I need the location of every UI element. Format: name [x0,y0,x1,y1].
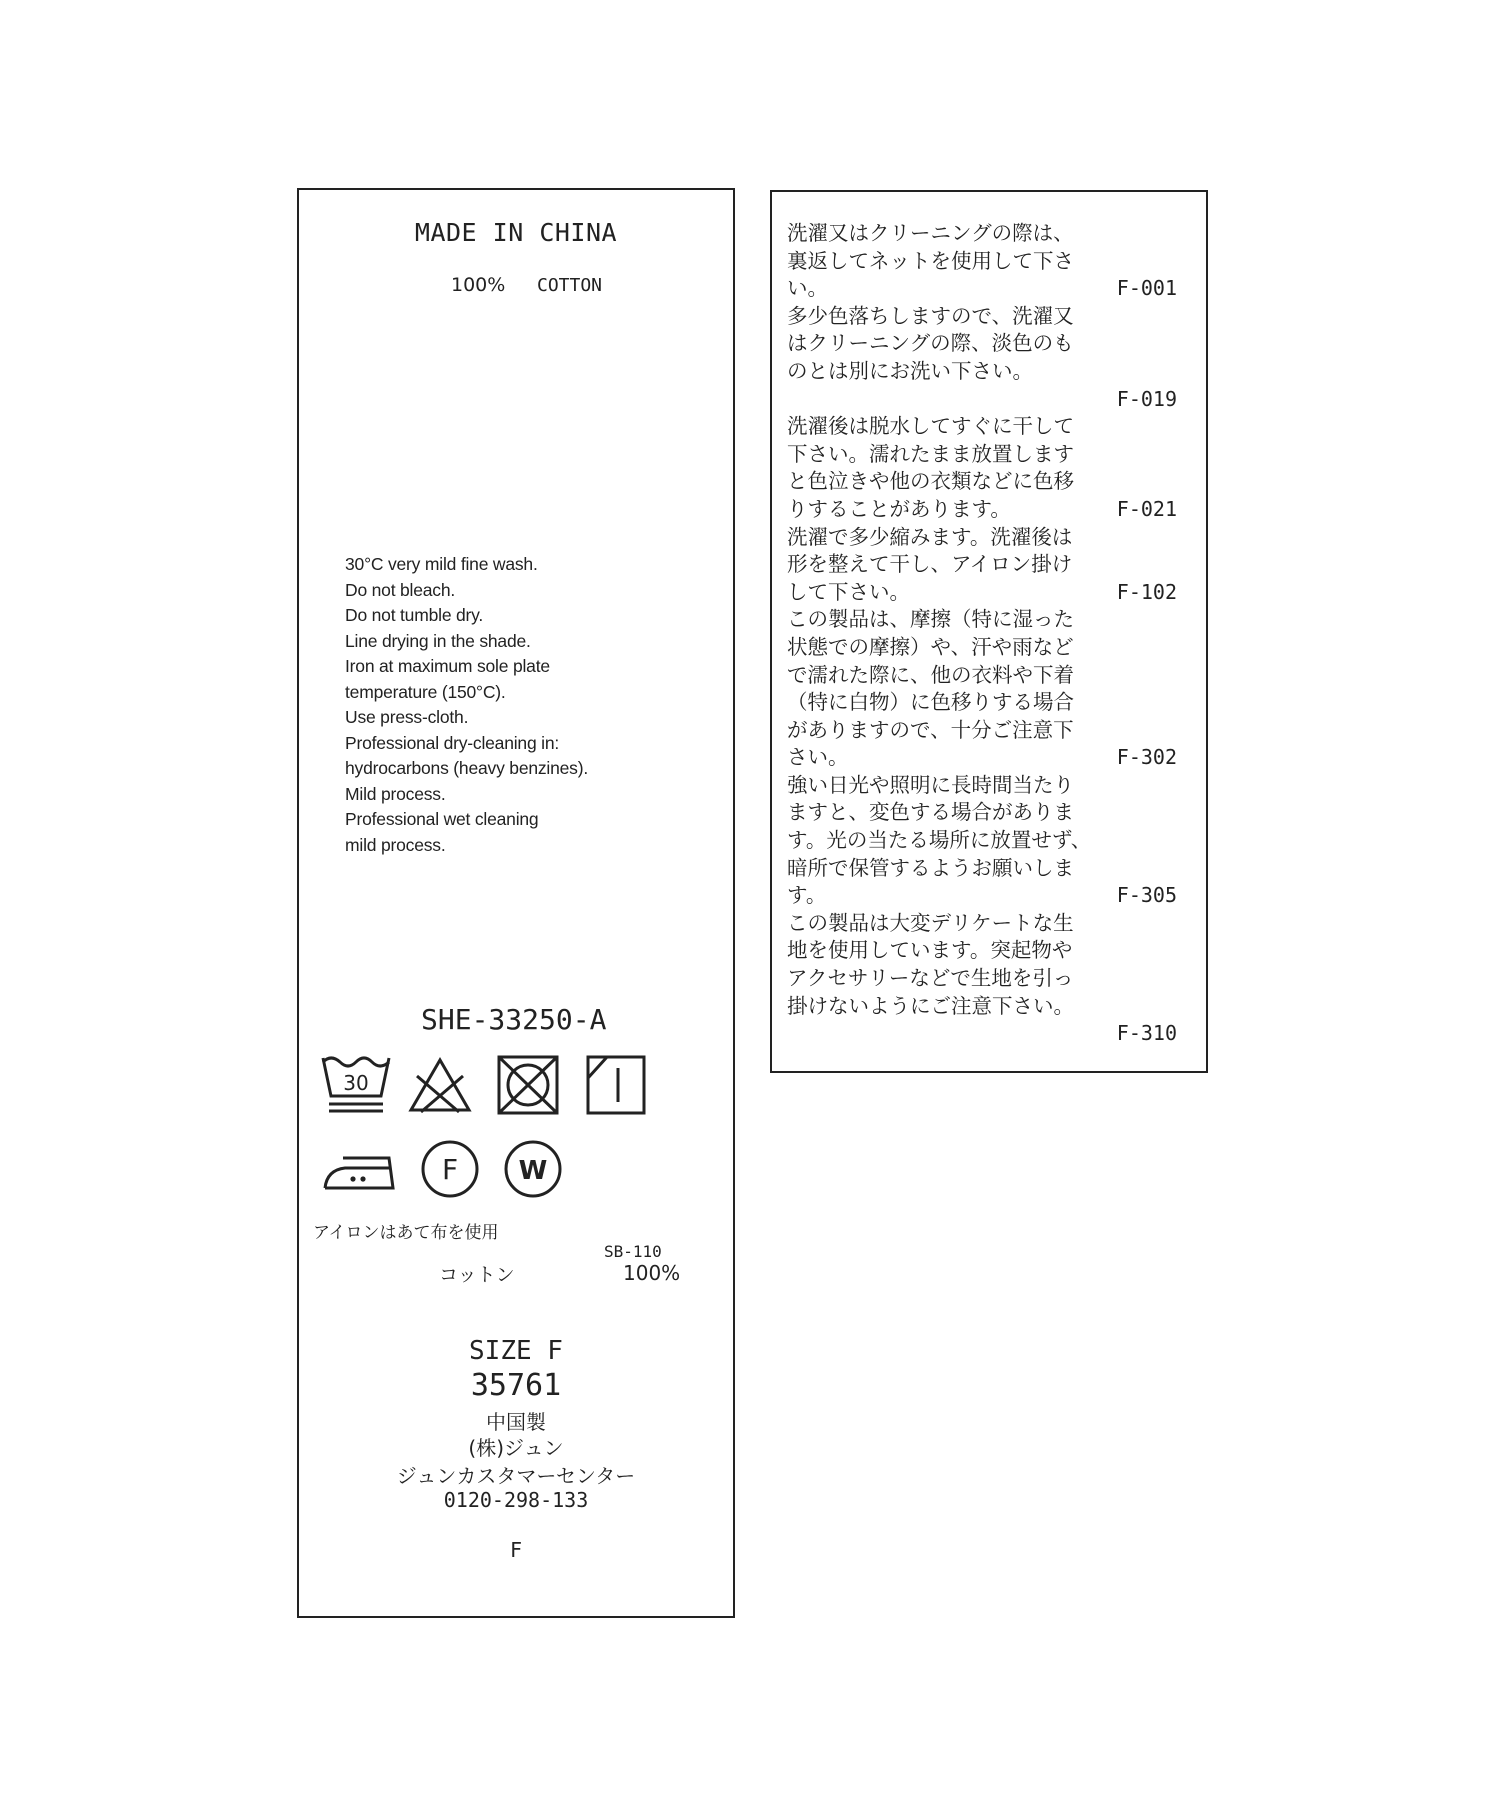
care-note-text: 暗所で保管するようお願いしま [787,855,1074,880]
care-line: Do not bleach. [345,579,456,600]
care-note-text: アクセサリーなどで生地を引っ [787,966,1074,991]
care-line: mild process. [345,834,446,855]
size-text: SIZE F [469,1336,563,1366]
care-note-line [787,937,1147,965]
iron-medium-icon [319,1148,395,1194]
care-line: Iron at maximum sole plate [345,656,550,676]
care-note-line [787,855,1147,883]
care-line: temperature (150°C). [345,681,506,702]
care-note-text: 多少色落ちしますので、洗濯又 [787,303,1074,328]
care-note-line [787,606,1147,634]
wet-clean-w-icon [502,1138,564,1200]
phone-number: 0120-298-133 [443,1488,589,1512]
care-note-text: この製品は、摩擦（特に湿った [787,607,1074,632]
care-note-text: 掛けないようにご注意下さい。 [787,993,1074,1018]
care-note-line [787,413,1147,441]
care-note-code: F-001 [1116,276,1177,301]
care-note-text: 洗濯又はクリーニングの際は、 [787,221,1074,245]
care-note-line [787,220,1147,248]
care-note-line [787,993,1147,1021]
care-note-line [787,579,1177,607]
care-note-code: F-021 [1116,496,1177,521]
care-note-text: 下さい。濡れたまま放置します [787,441,1074,466]
care-line: 30°C very mild fine wash. [345,554,538,574]
care-note-line [787,689,1147,717]
care-note-line [787,441,1147,469]
care-note-line [787,662,1147,690]
dry-clean-letter: F [441,1153,459,1186]
care-note-text: この製品は大変デリケートな生 [787,910,1074,935]
care-note-code: F-019 [1116,386,1177,411]
care-note-line [787,303,1147,331]
wet-clean-letter: W [518,1156,548,1186]
care-note-text: がありますので、十分ご注意下 [787,717,1074,742]
care-line: Do not tumble dry. [345,605,484,625]
care-note-code: F-305 [1116,883,1177,908]
care-line: Professional dry-cleaning in: [345,732,560,753]
care-note-text: りすることがあります。 [787,496,1011,521]
care-label-right [770,190,1208,1073]
care-note-text: （特に白物）に色移りする場合 [787,690,1074,715]
care-note-text: 形を整えて干し、アイロン掛け [787,552,1073,577]
care-note-line [787,275,1177,303]
care-note-text: 洗濯で多少縮みます。洗濯後は [787,524,1073,549]
care-note-line [787,717,1147,745]
care-note-line [787,468,1147,496]
dry-clean-f-icon [419,1138,481,1200]
care-note-line [787,358,1147,386]
care-note-text: 洗濯後は脱水してすぐに干して [787,414,1074,439]
care-note-line [787,524,1147,552]
line-dry-shade-icon [585,1054,647,1116]
care-note-line [787,772,1147,800]
care-note-text: ますと、変色する場合がありま [787,800,1074,825]
fiber-percent-jp: 100% [623,1261,681,1285]
care-line: Professional wet cleaning [345,809,539,829]
care-line: Line drying in the shade. [345,630,531,651]
care-note-text: 状態での摩擦）や、汗や雨など [787,634,1074,659]
care-note-text: して下さい。 [787,579,910,604]
care-line: Use press-cloth. [345,707,469,727]
no-bleach-icon [407,1056,473,1114]
company-name: (株)ジュン [468,1436,564,1460]
care-note-line [787,551,1147,579]
care-note-text: す。 [787,883,827,908]
care-line: hydrocarbons (heavy benzines). [345,758,589,778]
fiber-name-jp: コットン [439,1264,515,1286]
customer-center: ジュンカスタマーセンター [396,1464,636,1488]
care-note-text: と色泣きや他の衣類などに色移 [787,469,1074,494]
care-note-line [787,744,1177,772]
care-note-text: す。光の当たる場所に放置せず、 [787,828,1092,853]
iron-note: アイロンはあて布を使用 [313,1223,499,1243]
care-note-line [787,386,1177,414]
care-instructions-en [345,552,588,858]
care-line: Mild process. [345,783,446,804]
wash-temp-text: 30 [343,1071,369,1095]
care-note-line [787,330,1147,358]
fiber-name: COTTON [537,275,603,296]
product-code: SHE-33250-A [421,1003,607,1036]
care-note-code: F-310 [1116,1021,1177,1046]
care-note-text: のとは別にお洗い下さい。 [787,358,1033,383]
size-letter: F [509,1538,523,1562]
care-note-code: F-302 [1116,745,1177,770]
care-note-text: 強い日光や照明に長時間当たり [787,772,1074,797]
care-note-line [787,965,1147,993]
no-tumble-dry-icon [496,1054,560,1116]
care-note-line [787,799,1147,827]
care-note-line [787,1020,1177,1048]
care-label-left [297,188,735,1618]
fiber-code: SB-110 [604,1242,662,1261]
care-notes-jp [787,220,1177,1048]
care-note-text: 裏返してネットを使用して下さ [787,248,1074,273]
care-note-line [787,496,1177,524]
wash-tub-30-icon [319,1052,393,1118]
care-note-line [787,882,1177,910]
care-note-text: はクリーニングの際、淡色のも [787,331,1074,356]
item-number: 35761 [470,1368,562,1403]
care-note-line [787,910,1147,938]
care-note-line [787,248,1147,276]
care-note-line [787,634,1147,662]
care-note-text: さい。 [787,745,849,770]
care-note-code: F-102 [1116,579,1177,604]
fiber-percent: 100% [451,274,506,296]
care-note-line [787,827,1147,855]
care-note-text: い。 [787,276,828,301]
care-note-text: で濡れた際に、他の衣料や下着 [787,662,1074,687]
origin-text: MADE IN CHINA [414,218,618,247]
made-in-jp: 中国製 [486,1410,546,1434]
care-note-text: 地を使用しています。突起物や [787,938,1073,963]
